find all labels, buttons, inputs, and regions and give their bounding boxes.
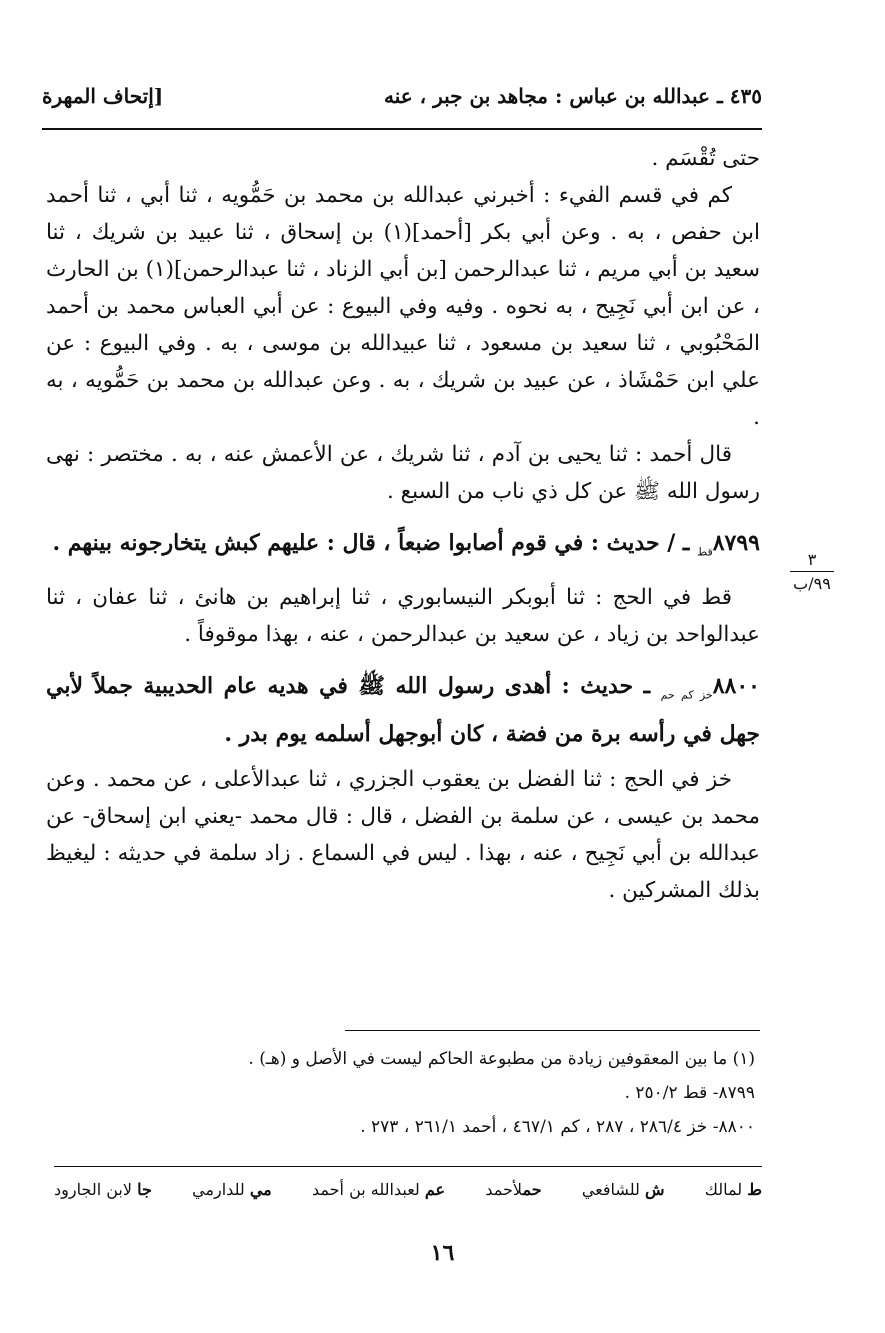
sigla-item: ط لمالك [704, 1180, 762, 1199]
entry-number: ٨٨٠٠ [712, 673, 760, 700]
entry-text: ـ / حديث : في قوم أصابوا ضبعاً ، قال : عليهم كبش يتخارجونه بينهم . [52, 530, 690, 556]
hadith-entry-8800 [46, 667, 760, 752]
sigla-key [54, 1180, 762, 1199]
paragraph-1: حتى تُقْسَم . [651, 146, 760, 171]
header-rule [42, 128, 762, 130]
sigla-item: حملأحمد [485, 1180, 542, 1199]
entry-number: ٨٧٩٩ [712, 530, 760, 556]
footnotes [150, 1042, 755, 1144]
footnote-1: (١) ما بين المعقوفين زيادة من مطبوعة الحاكم ليست في الأصل و (هـ) . [248, 1049, 755, 1069]
footnote-rule [345, 1030, 760, 1031]
paragraph-5: خز في الحج : ثنا الفضل بن يعقوب الجزري ، ثنا عبدالأعلى ، عن محمد . وعن محمد بن عيسى ، عن سلمة بن الفضل ، قال : قال محمد -يعني ابن إسحاق- عن عبدالله بن أبي نَجِيح ، عنه ، بهذا . ليس في السماع . زاد سلمة في حديثه : ليغيظ بذلك المشركين . [46, 766, 760, 903]
margin-note-bottom: ٩٩/ب [793, 574, 831, 593]
paragraph-2: كم في قسم الفيء : أخبرني عبدالله بن محمد بن حَمُّويه ، ثنا أبي ، ثنا أحمد ابن حفص ، به . وعن أبي بكر [أحمد](١) بن إسحاق ، ثنا عبيد بن شريك ، ثنا سعيد بن أبي مريم ، ثنا عبدالرحمن [بن أبي الزناد ، ثنا عبدالرحمن](١) بن الحارث ، عن ابن أبي نَجِيح ، به نحوه . وفيه وفي البيوع : عن أبي العباس محمد بن أحمد المَحْبُوبي ، ثنا سعيد بن مسعود ، ثنا عبيدالله بن موسى ، به . وفي البيوع : عن علي ابن حَمْشَاذ ، عن عبيد بن شريك ، به . وعن عبدالله بن محمد بن حَمُّويه ، به . [46, 183, 760, 430]
chapter-title: ٤٣٥ ـ عبدالله بن عباس : مجاهد بن جبر ، عنه [384, 84, 762, 108]
sigla-item: ش للشافعي [581, 1180, 665, 1199]
paragraph-3: قال أحمد : ثنا يحيى بن آدم ، ثنا شريك ، عن الأعمش عنه ، به . مختصر : نهى رسول الله ﷺ عن كل ذي ناب من السبع . [46, 442, 760, 504]
sigla-item: مي للدارمي [192, 1180, 272, 1199]
footnote-2: ٨٧٩٩- قط ٢٥٠/٢ . [624, 1083, 755, 1103]
main-text [46, 140, 760, 909]
footnote-3: ٨٨٠٠- خز ٢٨٦/٤ ، ٢٨٧ ، كم ٤٦٧/١ ، أحمد ٢٦١/١ ، ٢٧٣ . [360, 1117, 755, 1137]
page-number: ١٦ [430, 1240, 455, 1266]
entry-sigla: خز كم حم [660, 688, 713, 702]
margin-note-top: ٣ [807, 550, 817, 569]
hadith-entry-8799 [46, 524, 760, 571]
entry-text: ـ حديث : أهدى رسول الله ﷺ في هديه عام الحديبية جملاً لأبي جهل في رأسه برة من فضة ، كان أبوجهل أسلمه يوم بدر . [46, 673, 760, 747]
paragraph-4: قط في الحج : ثنا أبوبكر النيسابوري ، ثنا إبراهيم بن هانئ ، ثنا عفان ، ثنا عبدالواحد بن زياد ، عن سعيد بن عبدالرحمن ، عنه ، بهذا موقوفاً . [46, 585, 760, 648]
entry-sigla: قط [697, 545, 713, 559]
book-title: [إتحاف المهرة [42, 84, 164, 108]
running-header [42, 84, 762, 114]
sigla-item: عم لعبدالله بن أحمد [312, 1180, 446, 1199]
margin-note [782, 550, 842, 593]
sigla-item: جا لابن الجارود [54, 1180, 152, 1199]
sigla-rule [54, 1166, 762, 1167]
margin-note-rule [790, 571, 834, 572]
